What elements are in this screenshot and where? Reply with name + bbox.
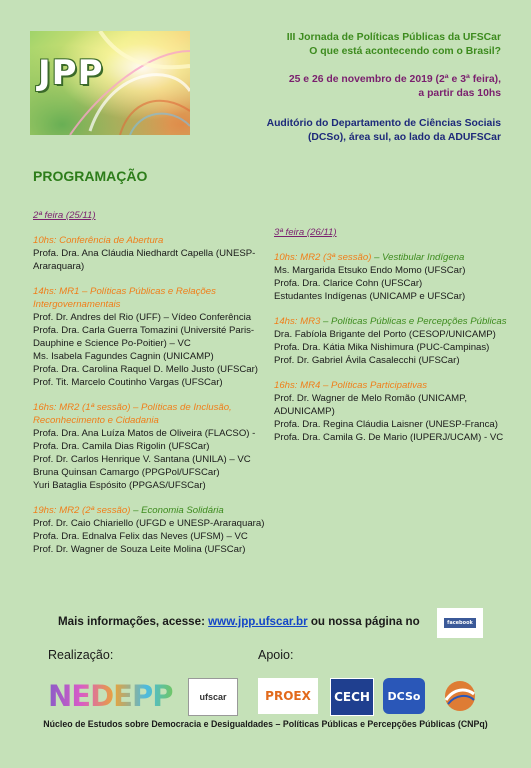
speaker-name: Prof. Dr. Wagner de Souza Leite Molina (UFSCar) (33, 544, 246, 555)
event-date-line1: 25 e 26 de novembro de 2019 (2ª e 3ª feira), (288, 74, 501, 85)
speaker-name: Profa. Dra. Kátia Mika Nishimura (PUC-Campinas) (274, 342, 490, 353)
session-title-topic: – Políticas Públicas e Percepções Públicas (320, 316, 507, 327)
session-title-main: 16hs: MR4 – Políticas Participativas (274, 380, 428, 391)
session-title (33, 234, 273, 247)
speaker-name: Ms. Margarida Etsuko Endo Momo (UFSCar) (274, 265, 466, 276)
dcso-logo: DCSo (383, 678, 425, 714)
speaker-name: Profa. Dra. Ana Luíza Matos de Oliveira (FLACSO) - (33, 428, 256, 439)
facebook-button[interactable] (437, 608, 483, 638)
event-venue-line1: Auditório do Departamento de Ciências Sociais (266, 118, 501, 129)
day2-column (274, 226, 509, 456)
ufscar-logo: ufscar (188, 678, 238, 716)
event-date (289, 73, 501, 100)
session-title (33, 285, 273, 311)
event-date-line2: a partir das 10hs (418, 87, 501, 99)
session-title (274, 379, 509, 392)
facebook-icon: facebook (444, 618, 476, 628)
day2-label: 3ª feira (26/11) (274, 227, 337, 238)
program-title: PROGRAMAÇÃO (33, 168, 148, 184)
speaker-name: Profa. Dra. Camila G. De Mario (IUPERJ/UCAM) - VC (274, 432, 504, 443)
more-info-suffix: ou nossa página no (307, 615, 420, 628)
event-title-line2: O que está acontecendo com o Brasil? (309, 45, 501, 57)
session-title-topic: – Vestibular Indígena (371, 252, 465, 263)
session-title-main: 10hs: Conferência de Abertura (33, 235, 164, 246)
session (33, 285, 273, 389)
day1-column (33, 209, 273, 568)
speaker-name: Yuri Bataglia Espósito (PPGAS/UFSCar) (33, 480, 206, 491)
speaker-name: Profa. Dra. Clarice Cohn (UFSCar) (274, 278, 423, 289)
session-title-main: 14hs: MR1 – Políticas Públicas e Relações Intergovernamentais (33, 286, 216, 310)
session-title (33, 401, 273, 427)
session (33, 401, 273, 492)
speaker-name: Prof. Dr. Carlos Henrique V. Santana (UNILA) – VC (33, 454, 251, 465)
event-title (287, 31, 501, 58)
speaker-name: Estudantes Indígenas (UNICAMP e UFSCar) (274, 291, 466, 302)
session-title (274, 315, 509, 328)
session (274, 315, 509, 367)
more-info (58, 615, 420, 628)
cech-logo: CECH (330, 678, 374, 716)
day1-label: 2ª feira (25/11) (33, 210, 96, 221)
footer-text: Núcleo de Estudos sobre Democracia e Desigualdades – Políticas Públicas e Percepções Públicas (CNPq) (43, 719, 488, 729)
jpp-logo (30, 31, 190, 135)
session-title-main: 16hs: MR2 (1ª sessão) – Políticas de Inclusão, Reconhecimento e Cidadania (33, 402, 232, 426)
event-venue (267, 117, 501, 144)
speaker-name: Bruna Quinsan Camargo (PPGPol/UFSCar) (33, 467, 220, 478)
speaker-name: Prof. Dr. Caio Chiariello (UFGD e UNESP-Araraquara) (33, 518, 265, 529)
event-title-line1: III Jornada de Políticas Públicas da UFSCar (286, 32, 501, 43)
speaker-name: Profa. Dra. Ana Cláudia Niedhardt Capella (UNESP-Araraquara) (33, 248, 256, 272)
speaker-name: Prof. Tit. Marcelo Coutinho Vargas (UFSCar) (33, 377, 223, 388)
website-link[interactable]: www.jpp.ufscar.br (208, 615, 308, 628)
more-info-prefix: Mais informações, acesse: (58, 615, 209, 628)
session (274, 379, 509, 444)
speaker-name: Profa. Dra. Camila Dias Rigolin (UFSCar) (33, 441, 210, 452)
speaker-name: Profa. Dra. Carolina Raquel D. Mello Justo (UFSCar) (33, 364, 258, 375)
apoio-label: Apoio: (258, 648, 294, 662)
speaker-name: Profa. Dra. Regina Cláudia Laisner (UNESP-Franca) (274, 419, 498, 430)
session-title-main: 14hs: MR3 (274, 316, 321, 327)
session (33, 234, 273, 273)
realizacao-label: Realização: (48, 648, 114, 662)
event-venue-line2: (DCSo), área sul, ao lado da ADUFSCar (307, 131, 501, 143)
speaker-name: Prof. Dr. Gabriel Ávila Casalecchi (UFSCar) (274, 355, 460, 366)
session-title-main: 10hs: MR2 (3ª sessão) (274, 252, 372, 263)
speaker-name: Prof. Dr. Wagner de Melo Romão (UNICAMP, ADUNICAMP) (274, 393, 468, 417)
nedepp-logo: NEDEPP (48, 678, 180, 714)
speaker-name: Ms. Isabela Fagundes Cagnin (UNICAMP) (33, 351, 214, 362)
speaker-name: Profa. Dra. Ednalva Felix das Neves (UFSM) – VC (33, 531, 248, 542)
speaker-name: Profa. Dra. Carla Guerra Tomazini (Université Paris-Dauphine e Science Po-Poitier) – VC (33, 325, 255, 349)
logo-text: JPP (38, 53, 104, 93)
session-title (274, 251, 509, 264)
session-title-main: 19hs: MR2 (2ª sessão) (33, 505, 131, 516)
session-title-topic: – Economia Solidária (130, 505, 224, 516)
proex-logo: PROEX (258, 678, 318, 714)
speaker-name: Prof. Dr. Andres del Rio (UFF) – Vídeo Conferência (33, 312, 252, 323)
session-title (33, 504, 273, 517)
adufscar-logo-icon (440, 678, 480, 714)
speaker-name: Dra. Fabíola Brigante del Porto (CESOP/UNICAMP) (274, 329, 496, 340)
session (33, 504, 273, 556)
session (274, 251, 509, 303)
